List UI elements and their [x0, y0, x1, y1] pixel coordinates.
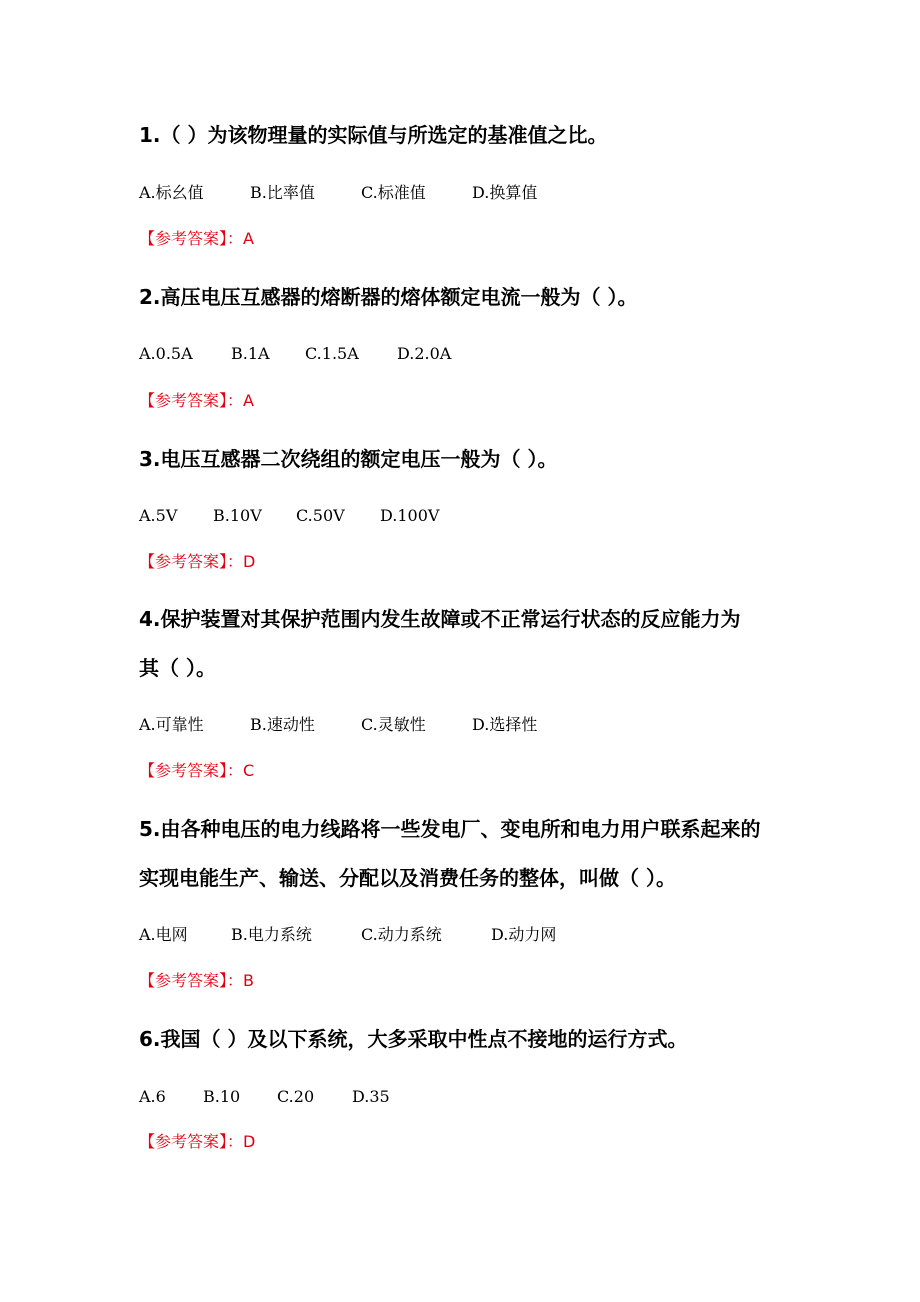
question-4-text-line-1: 4.保护装置对其保护范围内发生故障或不正常运行状态的反应能力为: [139, 607, 741, 631]
question-3-option-a: A.5V: [139, 506, 178, 525]
question-3-text: 3.电压互感器二次绕组的额定电压一般为（ ）。: [139, 447, 558, 471]
question-1-option-c: C.标准值: [361, 183, 426, 202]
question-6-option-a: A.6: [139, 1087, 166, 1106]
question-2-option-d: D.2.0A: [397, 344, 452, 363]
question-6-option-b: B.10: [203, 1087, 241, 1106]
question-2-option-a: A.0.5A: [139, 344, 193, 363]
question-1-option-b: B.比率值: [250, 183, 315, 202]
question-4-option-a: A.可靠性: [139, 715, 204, 734]
question-6-options: [139, 1086, 390, 1108]
question-5-option-c: C.动力系统: [361, 925, 442, 944]
question-1-text: 1.（ ）为该物理量的实际值与所选定的基准值之比。: [139, 123, 608, 147]
question-1-answer: 【参考答案】：A: [139, 229, 254, 248]
question-5-option-d: D.动力网: [491, 925, 557, 944]
question-4-option-b: B.速动性: [250, 715, 315, 734]
question-6-option-c: C.20: [277, 1087, 315, 1106]
question-1-option-d: D.换算值: [472, 183, 538, 202]
question-3-option-d: D.100V: [380, 506, 440, 525]
question-2-option-b: B.1A: [231, 344, 270, 363]
question-5-options: [139, 924, 556, 946]
question-6-answer: 【参考答案】：D: [139, 1132, 256, 1151]
question-2-text: 2.高压电压互感器的熔断器的熔体额定电流一般为（ ）。: [139, 285, 638, 309]
question-4-options: [139, 714, 537, 736]
question-5-text-line-2: 实现电能生产、输送、分配以及消费任务的整体，叫做（ ）。: [139, 866, 676, 890]
question-5-answer: 【参考答案】：B: [139, 971, 254, 990]
question-3-option-b: B.10V: [213, 506, 262, 525]
question-4-option-c: C.灵敏性: [361, 715, 426, 734]
question-1-option-a: A.标幺值: [139, 183, 204, 202]
question-6-text: 6.我国（ ）及以下系统，大多采取中性点不接地的运行方式。: [139, 1027, 688, 1051]
question-2-options: [139, 343, 451, 365]
question-4-text-line-2: 其（ ）。: [139, 656, 216, 680]
question-3-option-c: C.50V: [296, 506, 345, 525]
question-2-option-c: C.1.5A: [305, 344, 359, 363]
question-3-options: [139, 505, 439, 527]
question-2-answer: 【参考答案】：A: [139, 391, 254, 410]
question-4-option-d: D.选择性: [472, 715, 538, 734]
question-6-option-d: D.35: [352, 1087, 390, 1106]
question-5-option-b: B.电力系统: [231, 925, 312, 944]
question-5-option-a: A.电网: [139, 925, 188, 944]
question-1-options: [139, 182, 537, 204]
question-4-answer: 【参考答案】：C: [139, 761, 255, 780]
question-3-answer: 【参考答案】：D: [139, 552, 256, 571]
question-5-text-line-1: 5.由各种电压的电力线路将一些发电厂、变电所和电力用户联系起来的: [139, 817, 761, 841]
